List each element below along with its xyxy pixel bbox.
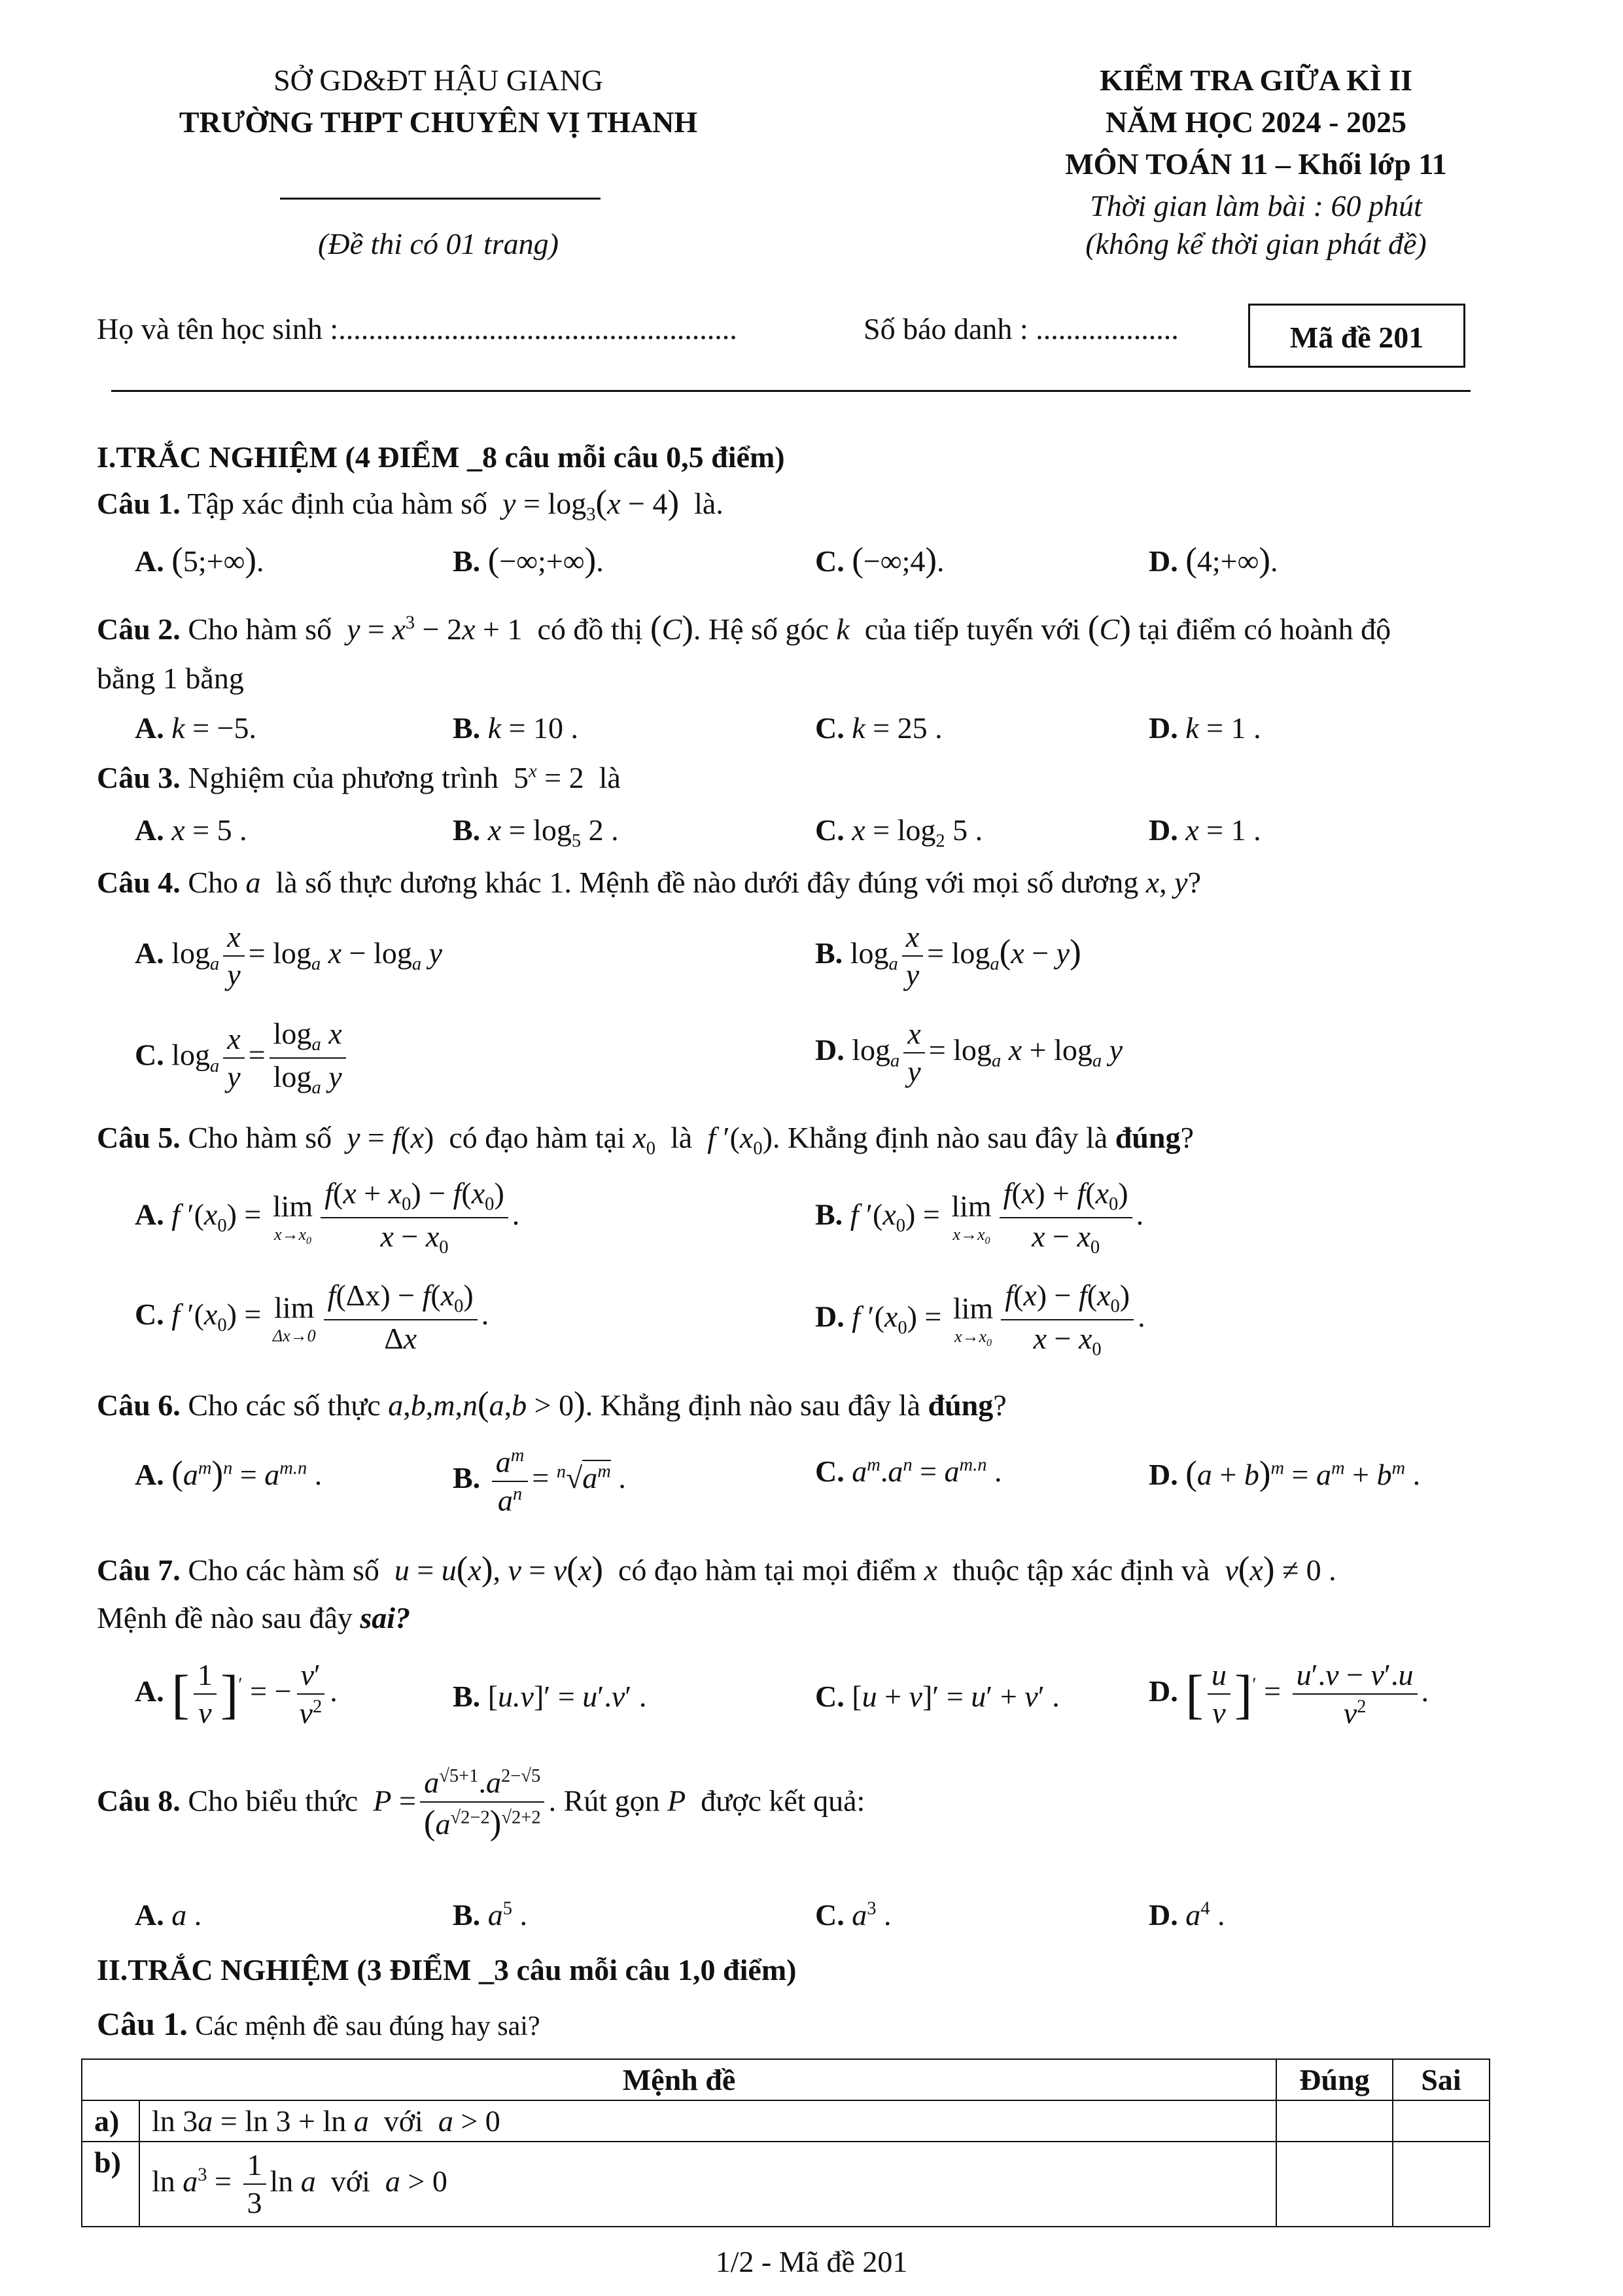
q2-label: Câu 2.	[97, 612, 181, 646]
q5-option-d[interactable]: D. f $'(x_0)$ = lim $x\to x_0$ $\frac{f(x) - f(x_0)}{x - x_0}$ .	[815, 1279, 1145, 1360]
row-a-statement: ln 3a = ln 3 + ln a với a > 0	[139, 2100, 1276, 2142]
q4-label: Câu 4.	[97, 866, 181, 899]
student-id-field[interactable]: Số báo danh : ...................	[864, 312, 1179, 345]
header-false: Sai	[1393, 2059, 1490, 2100]
row-a-label: a)	[82, 2100, 139, 2142]
q5-option-b[interactable]: B. f $'(x_0)$ = lim $x\to x_0$ $\frac{f(x) + f(x_0)}{x - x_0}$ .	[815, 1176, 1144, 1258]
row-a-false-cell[interactable]	[1393, 2100, 1490, 2142]
q8-option-b[interactable]: B. $a^5$ .	[453, 1898, 527, 1932]
table-row	[82, 2100, 1490, 2142]
q1-tail: là.	[694, 487, 724, 520]
time-limit: Thời gian làm bài : 60 phút	[1090, 189, 1422, 222]
question-7: Câu 7. Cho các hàm số u = u(x), v = v(x) có đạo hàm tại mọi điểm x thuộc tập xác định và v(x) ≠ 0 .	[97, 1550, 1336, 1588]
q2-option-c[interactable]: C. k = 25 .	[815, 711, 943, 745]
question-2: Câu 2. Cho hàm số $y = x^3 - 2x + 1$ có đồ thị (C). Hệ số góc k của tiếp tuyến với (C) tại điểm có hoành độ	[97, 609, 1391, 647]
q4-option-c[interactable]: C. $\log_a$ $\frac{x}{y}$ = $\frac{\log_a x}{\log_a y}$	[135, 1018, 350, 1098]
question-5: Câu 5. Cho hàm số y = f(x) có đạo hàm tại $x_0$ là f $'(x_0)$. Khẳng định nào sau đây là đúng?	[97, 1121, 1194, 1159]
q3-option-d[interactable]: D. x = 1 .	[1149, 813, 1261, 847]
table-header-row	[82, 2059, 1490, 2100]
q1-option-a[interactable]: A. (5;+∞).	[135, 541, 264, 579]
q1-label: Câu 1.	[97, 487, 181, 520]
header-divider	[280, 198, 601, 200]
question-7-line2: Mệnh đề nào sau đây sai?	[97, 1601, 411, 1634]
row-b-true-cell[interactable]	[1276, 2142, 1393, 2227]
row-b-label: b)	[82, 2142, 139, 2227]
question-8: Câu 8. Cho biểu thức P = $\frac{a^{√5+1}.a^{2-√5}}{(a^{√2-2})^{√2+2}}$ . Rút gọn P được kết quả:	[97, 1765, 865, 1842]
question-1: Câu 1. Tập xác định của hàm số $y = \log_3(x - 4)$ là.	[97, 484, 724, 525]
section1-title: I.TRẮC NGHIỆM (4 ĐIỂM _8 câu mỗi câu 0,5 điểm)	[97, 440, 785, 474]
q7-option-c[interactable]: C. [u + v]′ = u′ + v′ .	[815, 1680, 1060, 1713]
q4-option-a[interactable]: A. $\log_a$ $\frac{x}{y}$ = $\log_a x - \log_a y$	[135, 920, 443, 992]
q3-label: Câu 3.	[97, 761, 181, 794]
page-footer: 1/2 - Mã đề 201	[715, 2245, 908, 2278]
q6-option-d[interactable]: D. $(a + b)^m = a^m + b^m$ .	[1149, 1455, 1421, 1492]
row-b-false-cell[interactable]	[1393, 2142, 1490, 2227]
q8-option-c[interactable]: C. $a^3$ .	[815, 1898, 892, 1932]
row-a-true-cell[interactable]	[1276, 2100, 1393, 2142]
q8-label: Câu 8.	[97, 1784, 181, 1818]
q7-option-d[interactable]: D. [ $\frac{u}{v}$ ]′ = $\frac{u'.v - v'.u}{v^2}$ .	[1149, 1658, 1429, 1730]
q6-label: Câu 6.	[97, 1388, 181, 1422]
q3-option-a[interactable]: A. x = 5 .	[135, 813, 247, 847]
q6-option-b[interactable]: B. $\frac{a^m}{a^n}$ = $^n√a^m$ .	[453, 1445, 626, 1517]
row-b-statement: $\ln a^3$ = $\frac{1}{3}$ ln a với a > 0	[139, 2142, 1276, 2227]
q4-option-b[interactable]: B. $\log_a$ $\frac{x}{y}$ = $\log_a(x - y)$	[815, 920, 1081, 992]
page-count-note: (Đề thi có 01 trang)	[318, 227, 559, 260]
q7-label: Câu 7.	[97, 1553, 181, 1587]
q5-label: Câu 5.	[97, 1121, 181, 1154]
school-department: SỞ GD&ĐT HẬU GIANG	[273, 63, 603, 97]
school-year: NĂM HỌC 2024 - 2025	[1106, 105, 1406, 139]
header-statement: Mệnh đề	[82, 2059, 1276, 2100]
section2-question-1: Câu 1. Các mệnh đề sau đúng hay sai?	[97, 2005, 540, 2042]
q6-option-c[interactable]: C. $a^m.a^n = a^{m.n}$ .	[815, 1455, 1002, 1488]
q3-option-b[interactable]: B. $x = \log_5 2$ .	[453, 813, 619, 852]
school-name: TRƯỜNG THPT CHUYÊN VỊ THANH	[179, 105, 698, 139]
q5-option-c[interactable]: C. f $'(x_0)$ = lim Δx→0 $\frac{f(\Delta x) - f(x_0)}{\Delta x}$ .	[135, 1279, 489, 1356]
q8-option-a[interactable]: A. a .	[135, 1898, 202, 1932]
section2-title: II.TRẮC NGHIỆM (3 ĐIỂM _3 câu mỗi câu 1,0 điểm)	[97, 1953, 797, 1987]
q1-option-b[interactable]: B. (−∞;+∞).	[453, 541, 604, 579]
q5-option-a[interactable]: A. f $'(x_0)$ = lim $x\to x_0$ $\frac{f(x + x_0) - f(x_0)}{x - x_0}$ .	[135, 1176, 520, 1258]
q2-option-d[interactable]: D. k = 1 .	[1149, 711, 1261, 745]
student-name-field[interactable]: Họ và tên học sinh :.....................................................	[97, 312, 737, 345]
subject-line: MÔN TOÁN 11 – Khối lớp 11	[1065, 147, 1447, 181]
q1-option-d[interactable]: D. (4;+∞).	[1149, 541, 1278, 579]
q1-option-c[interactable]: C. (−∞;4).	[815, 541, 945, 579]
q1-text: Tập xác định của hàm số	[187, 487, 488, 520]
q8-option-d[interactable]: D. $a^4$ .	[1149, 1898, 1225, 1932]
question-2-line2: bằng 1 bằng	[97, 662, 244, 695]
question-4: Câu 4. Cho a là số thực dương khác 1. Mệnh đề nào dưới đây đúng với mọi số dương x, y?	[97, 866, 1202, 899]
exam-code-box: Mã đề 201	[1248, 304, 1465, 368]
q2-option-a[interactable]: A. k = −5.	[135, 711, 257, 745]
table-row	[82, 2142, 1490, 2227]
q2-option-b[interactable]: B. k = 10 .	[453, 711, 579, 745]
q7-option-b[interactable]: B. [u.v]′ = u′.v′ .	[453, 1680, 647, 1713]
exam-title: KIỂM TRA GIỮA KÌ II	[1100, 63, 1412, 97]
true-false-table	[81, 2058, 1490, 2227]
info-divider	[111, 390, 1471, 392]
header-true: Đúng	[1276, 2059, 1393, 2100]
q4-option-d[interactable]: D. $\log_a$ $\frac{x}{y}$ = $\log_a x + \log_a y$	[815, 1017, 1123, 1089]
question-3: Câu 3. Nghiệm của phương trình $5^x = 2$ là	[97, 761, 621, 794]
q6-option-a[interactable]: A. $(a^m)^n = a^{m.n}$ .	[135, 1455, 323, 1492]
question-6: Câu 6. Cho các số thực a,b,m,n(a,b > 0). Khẳng định nào sau đây là đúng?	[97, 1385, 1007, 1423]
q7-option-a[interactable]: A. [ $\frac{1}{v}$ ]′ = − $\frac{v'}{v^2}$ .	[135, 1658, 338, 1730]
time-note: (không kể thời gian phát đề)	[1085, 227, 1427, 260]
q3-option-c[interactable]: C. $x = \log_2 5$ .	[815, 813, 983, 852]
